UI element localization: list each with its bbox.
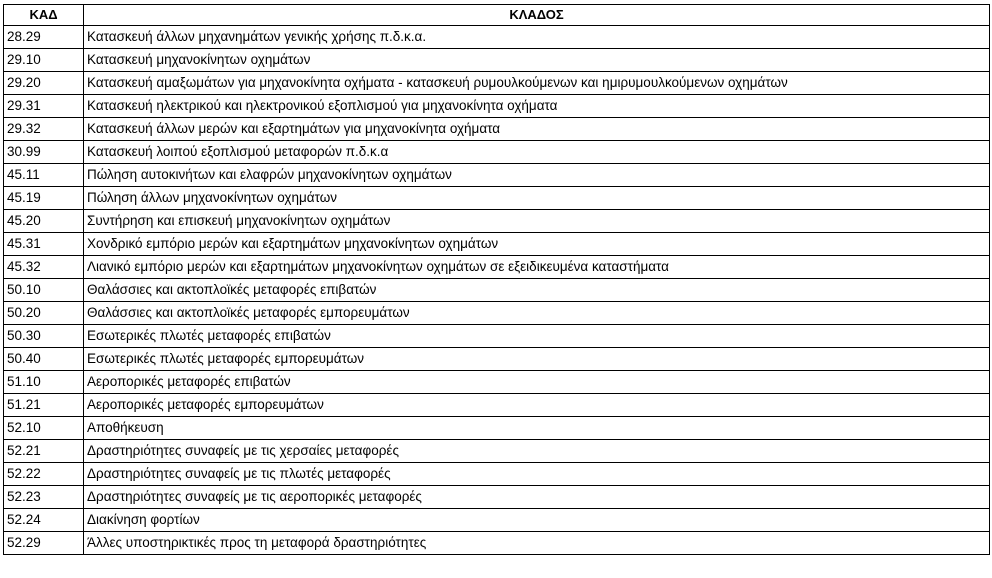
table-row bbox=[4, 187, 990, 210]
kad-code-cell: 50.30 bbox=[4, 325, 84, 348]
kad-code-cell: 30.99 bbox=[4, 141, 84, 164]
table-row bbox=[4, 210, 990, 233]
sector-name-cell: Κατασκευή ηλεκτρικού και ηλεκτρονικού εξοπλισμού για μηχανοκίνητα οχήματα bbox=[84, 95, 990, 118]
table-row bbox=[4, 325, 990, 348]
kad-code-cell: 52.21 bbox=[4, 440, 84, 463]
table-row bbox=[4, 394, 990, 417]
sector-name-cell: Δραστηριότητες συναφείς με τις χερσαίες μεταφορές bbox=[84, 440, 990, 463]
table-header bbox=[4, 5, 990, 26]
table-row bbox=[4, 279, 990, 302]
kad-code-cell: 45.20 bbox=[4, 210, 84, 233]
table-row bbox=[4, 509, 990, 532]
table-row bbox=[4, 49, 990, 72]
table-row bbox=[4, 256, 990, 279]
sector-name-cell: Δραστηριότητες συναφείς με τις πλωτές μεταφορές bbox=[84, 463, 990, 486]
kad-code-cell: 51.10 bbox=[4, 371, 84, 394]
sector-name-cell: Αεροπορικές μεταφορές εμπορευμάτων bbox=[84, 394, 990, 417]
kad-sector-table bbox=[3, 4, 990, 555]
sector-name-cell: Πώληση αυτοκινήτων και ελαφρών μηχανοκίνητων οχημάτων bbox=[84, 164, 990, 187]
kad-code-cell: 50.10 bbox=[4, 279, 84, 302]
table-row bbox=[4, 72, 990, 95]
table-body bbox=[4, 26, 990, 555]
sector-name-cell: Διακίνηση φορτίων bbox=[84, 509, 990, 532]
kad-code-cell: 52.29 bbox=[4, 532, 84, 555]
kad-code-cell: 52.10 bbox=[4, 417, 84, 440]
table-row bbox=[4, 417, 990, 440]
header-row bbox=[4, 5, 990, 26]
table-row bbox=[4, 440, 990, 463]
sector-name-cell: Άλλες υποστηρικτικές προς τη μεταφορά δραστηριότητες bbox=[84, 532, 990, 555]
kad-code-cell: 29.20 bbox=[4, 72, 84, 95]
table-row bbox=[4, 348, 990, 371]
table-row bbox=[4, 233, 990, 256]
sector-name-cell: Κατασκευή άλλων μηχανημάτων γενικής χρήσης π.δ.κ.α. bbox=[84, 26, 990, 49]
table-row bbox=[4, 26, 990, 49]
kad-code-cell: 29.10 bbox=[4, 49, 84, 72]
kad-code-cell: 29.31 bbox=[4, 95, 84, 118]
table-row bbox=[4, 463, 990, 486]
header-kad: ΚΑΔ bbox=[4, 5, 84, 26]
header-sector: ΚΛΑΔΟΣ bbox=[84, 5, 990, 26]
sector-name-cell: Λιανικό εμπόριο μερών και εξαρτημάτων μηχανοκίνητων οχημάτων σε εξειδικευμένα καταστήματα bbox=[84, 256, 990, 279]
table-row bbox=[4, 302, 990, 325]
table-row bbox=[4, 486, 990, 509]
kad-code-cell: 28.29 bbox=[4, 26, 84, 49]
kad-code-cell: 45.19 bbox=[4, 187, 84, 210]
table-row bbox=[4, 371, 990, 394]
sector-name-cell: Κατασκευή άλλων μερών και εξαρτημάτων για μηχανοκίνητα οχήματα bbox=[84, 118, 990, 141]
table-row bbox=[4, 118, 990, 141]
sector-name-cell: Κατασκευή αμαξωμάτων για μηχανοκίνητα οχήματα - κατασκευή ρυμουλκούμενων και ημιρυμουλκούμενων οχημάτων bbox=[84, 72, 990, 95]
kad-code-cell: 52.22 bbox=[4, 463, 84, 486]
kad-code-cell: 51.21 bbox=[4, 394, 84, 417]
sector-name-cell: Εσωτερικές πλωτές μεταφορές επιβατών bbox=[84, 325, 990, 348]
sector-name-cell: Αποθήκευση bbox=[84, 417, 990, 440]
sector-name-cell: Πώληση άλλων μηχανοκίνητων οχημάτων bbox=[84, 187, 990, 210]
kad-code-cell: 45.31 bbox=[4, 233, 84, 256]
sector-name-cell: Κατασκευή λοιπού εξοπλισμού μεταφορών π.δ.κ.α bbox=[84, 141, 990, 164]
kad-code-cell: 50.20 bbox=[4, 302, 84, 325]
kad-code-cell: 50.40 bbox=[4, 348, 84, 371]
sector-name-cell: Αεροπορικές μεταφορές επιβατών bbox=[84, 371, 990, 394]
table-row bbox=[4, 95, 990, 118]
table-row bbox=[4, 532, 990, 555]
sector-name-cell: Δραστηριότητες συναφείς με τις αεροπορικές μεταφορές bbox=[84, 486, 990, 509]
sector-name-cell: Συντήρηση και επισκευή μηχανοκίνητων οχημάτων bbox=[84, 210, 990, 233]
sector-name-cell: Χονδρικό εμπόριο μερών και εξαρτημάτων μηχανοκίνητων οχημάτων bbox=[84, 233, 990, 256]
sector-name-cell: Κατασκευή μηχανοκίνητων οχημάτων bbox=[84, 49, 990, 72]
sector-name-cell: Θαλάσσιες και ακτοπλοϊκές μεταφορές εμπορευμάτων bbox=[84, 302, 990, 325]
kad-code-cell: 52.23 bbox=[4, 486, 84, 509]
table-row bbox=[4, 141, 990, 164]
table-row bbox=[4, 164, 990, 187]
sector-name-cell: Εσωτερικές πλωτές μεταφορές εμπορευμάτων bbox=[84, 348, 990, 371]
kad-code-cell: 29.32 bbox=[4, 118, 84, 141]
sector-name-cell: Θαλάσσιες και ακτοπλοϊκές μεταφορές επιβατών bbox=[84, 279, 990, 302]
kad-code-cell: 45.32 bbox=[4, 256, 84, 279]
kad-code-cell: 52.24 bbox=[4, 509, 84, 532]
kad-code-cell: 45.11 bbox=[4, 164, 84, 187]
